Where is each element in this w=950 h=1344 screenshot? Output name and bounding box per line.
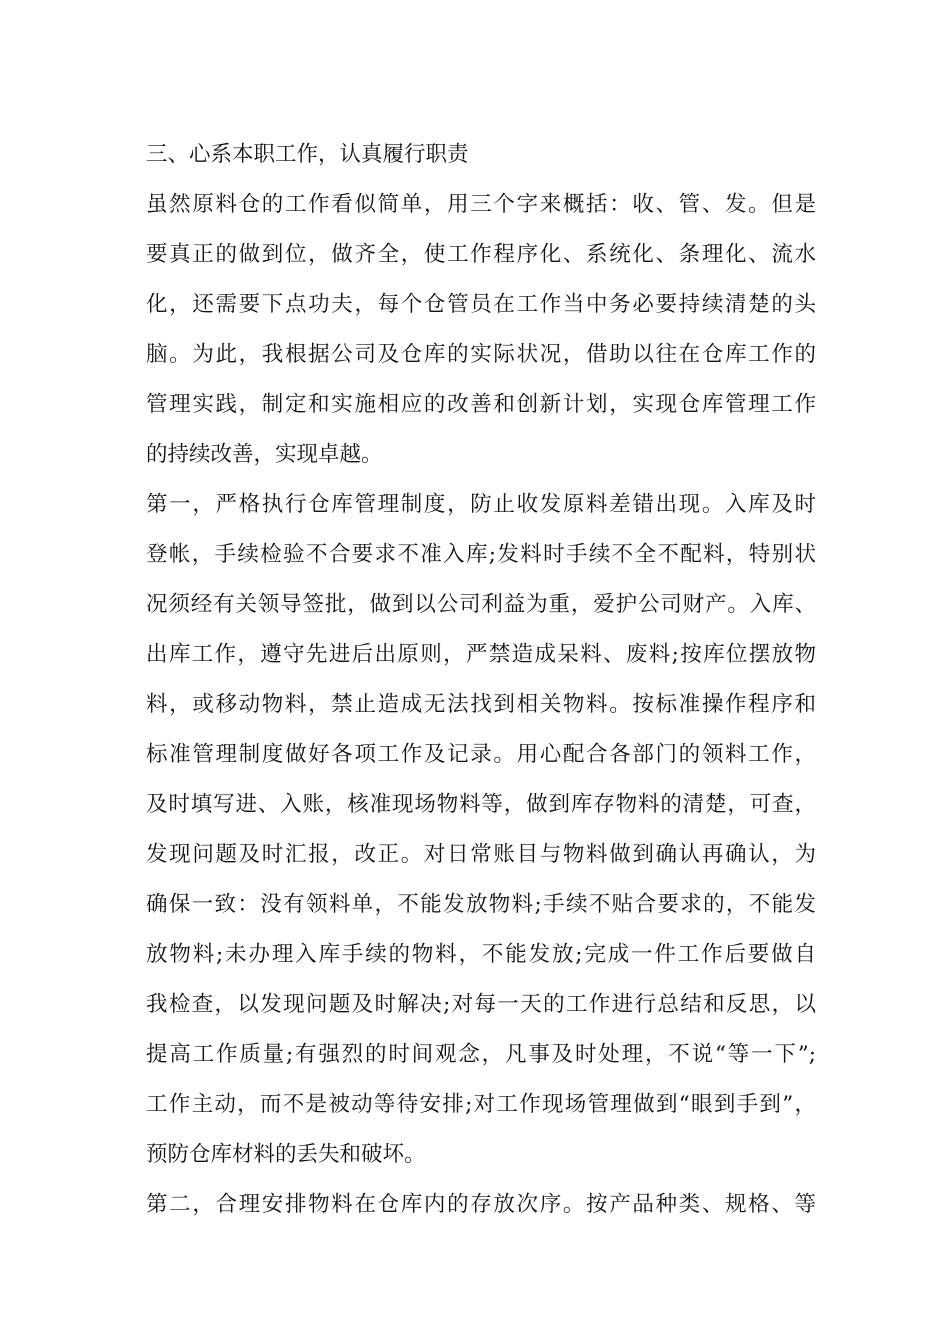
text-line: 预防仓库材料的丢失和破坏。 [146, 1142, 426, 1167]
text-line: 第二，合理安排物料在仓库内的存放次序。按产品种类、规格、等 [146, 1192, 816, 1217]
text-line: 发现问题及时汇报，改正。对日常账目与物料做到确认再确认，为 [146, 842, 816, 867]
text-line: 要真正的做到位，做齐全，使工作程序化、系统化、条理化、流水 [146, 242, 816, 267]
text-line: 脑。为此，我根据公司及仓库的实际状况，借助以往在仓库工作的 [146, 342, 816, 367]
text-line: 确保一致：没有领料单，不能发放物料;手续不贴合要求的，不能发 [146, 892, 816, 917]
text-line: 放物料;未办理入库手续的物料，不能发放;完成一件工作后要做自 [146, 942, 816, 967]
section-heading: 三、心系本职工作，认真履行职责 [146, 142, 469, 167]
text-line: 标准管理制度做好各项工作及记录。用心配合各部门的领料工作， [146, 742, 816, 767]
text-line: 我检查，以发现问题及时解决;对每一天的工作进行总结和反思，以 [146, 992, 816, 1017]
text-line: 登帐，手续检验不合要求不准入库;发料时手续不全不配料，特别状 [146, 542, 816, 567]
document-body [146, 130, 816, 1230]
text-line: 化，还需要下点功夫，每个仓管员在工作当中务必要持续清楚的头 [146, 292, 816, 317]
text-line: 的持续改善，实现卓越。 [146, 442, 383, 467]
paragraph-second [146, 1180, 816, 1230]
text-line: 第一，严格执行仓库管理制度，防止收发原料差错出现。入库及时 [146, 492, 816, 517]
paragraph-intro [146, 180, 816, 480]
text-line: 及时填写进、入账，核准现场物料等，做到库存物料的清楚，可查， [146, 792, 816, 817]
text-line: 工作主动，而不是被动等待安排;对工作现场管理做到“眼到手到”， [146, 1092, 816, 1117]
text-line: 虽然原料仓的工作看似简单，用三个字来概括：收、管、发。但是 [146, 192, 816, 217]
text-line: 管理实践，制定和实施相应的改善和创新计划，实现仓库管理工作 [146, 392, 816, 417]
text-line: 况须经有关领导签批，做到以公司利益为重，爱护公司财产。入库、 [146, 592, 816, 617]
text-line: 出库工作，遵守先进后出原则，严禁造成呆料、废料;按库位摆放物 [146, 642, 816, 667]
text-line: 提高工作质量;有强烈的时间观念，凡事及时处理，不说“等一下”; [146, 1042, 816, 1067]
text-line: 料，或移动物料，禁止造成无法找到相关物料。按标准操作程序和 [146, 692, 816, 717]
paragraph-first [146, 480, 816, 1180]
